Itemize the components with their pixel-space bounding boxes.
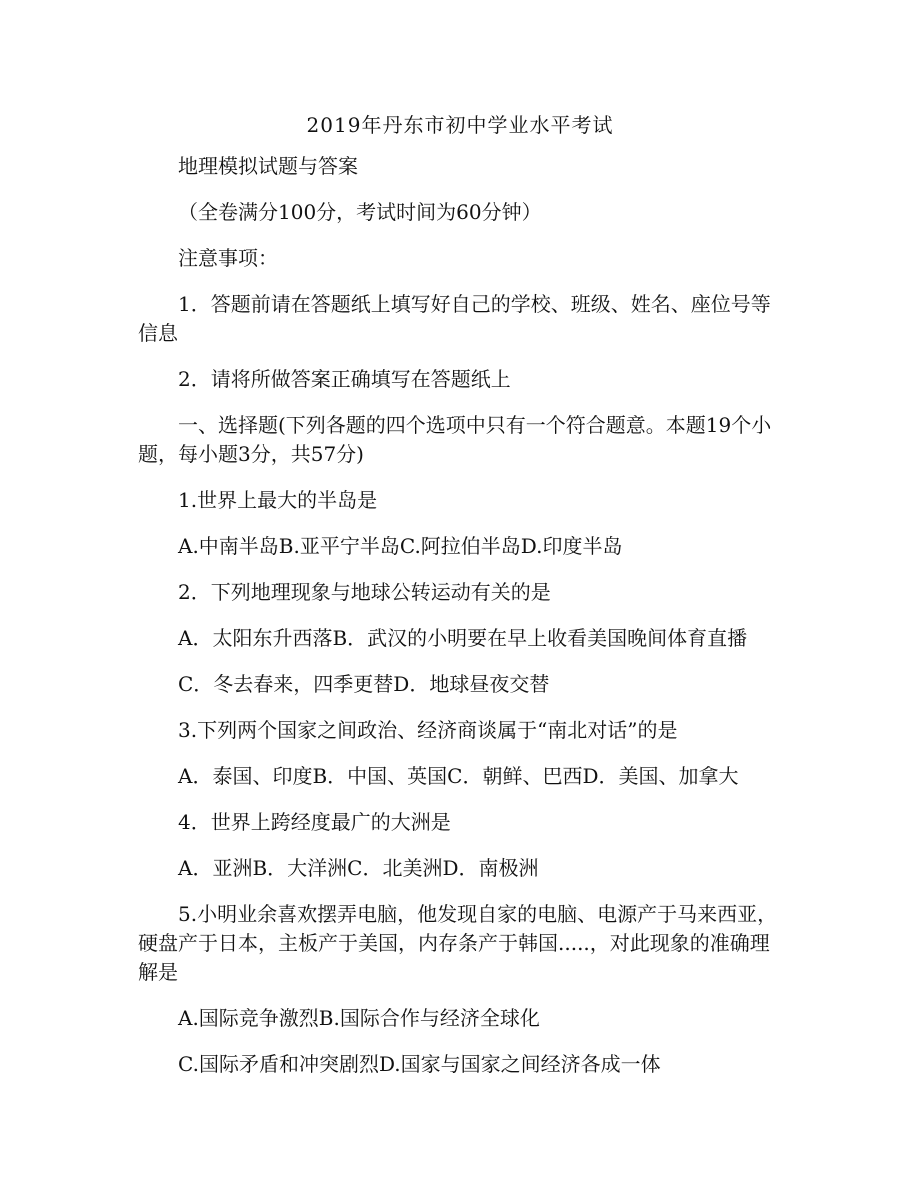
question-3: 3.下列两个国家之间政治、经济商谈属于“南北对话”的是: [178, 718, 678, 742]
question-2-options-cd: C．冬去春来，四季更替D．地球昼夜交替: [178, 672, 550, 696]
paragraph-score-time: （全卷满分100分，考试时间为60分钟）: [178, 200, 542, 224]
document-title: 2019年丹东市初中学业水平考试: [306, 113, 614, 137]
paragraph-notice-heading: 注意事项：: [178, 246, 278, 270]
question-2: 2．下列地理现象与地球公转运动有关的是: [178, 580, 551, 604]
question-1: 1.世界上最大的半岛是: [178, 488, 378, 512]
question-3-options: A．泰国、印度B．中国、英国C．朝鲜、巴西D．美国、加拿大: [178, 764, 739, 788]
question-1-options: A.中南半岛B.亚平宁半岛C.阿拉伯半岛D.印度半岛: [178, 534, 623, 558]
question-2-options-ab: A．太阳东升西落B．武汉的小明要在早上收看美国晚间体育直播: [178, 626, 748, 650]
question-5: 5.小明业余喜欢摆弄电脑，他发现自家的电脑、电源产于马来西亚，硬盘产于日本，主板产于美国，内存条产于韩国.....，对此现象的准确理解是: [138, 902, 778, 984]
paragraph-section-heading: 一、选择题(下列各题的四个选项中只有一个符合题意。本题19个小题，每小题3分，共57分): [138, 413, 772, 466]
question-5-options-ab: A.国际竞争激烈B.国际合作与经济全球化: [178, 1006, 540, 1030]
question-4: 4．世界上跨经度最广的大洲是: [178, 810, 451, 834]
paragraph-notice-2: 2．请将所做答案正确填写在答题纸上: [178, 367, 511, 391]
question-4-options: A．亚洲B．大洋洲C．北美洲D．南极洲: [178, 856, 539, 880]
question-5-options-cd: C.国际矛盾和冲突剧烈D.国家与国家之间经济各成一体: [178, 1052, 661, 1076]
document-body: [138, 152, 788, 1079]
paragraph-notice-1: 1．答题前请在答题纸上填写好自己的学校、班级、姓名、座位号等信息: [138, 292, 771, 345]
paragraph-subtitle: 地理模拟试题与答案: [178, 154, 358, 178]
